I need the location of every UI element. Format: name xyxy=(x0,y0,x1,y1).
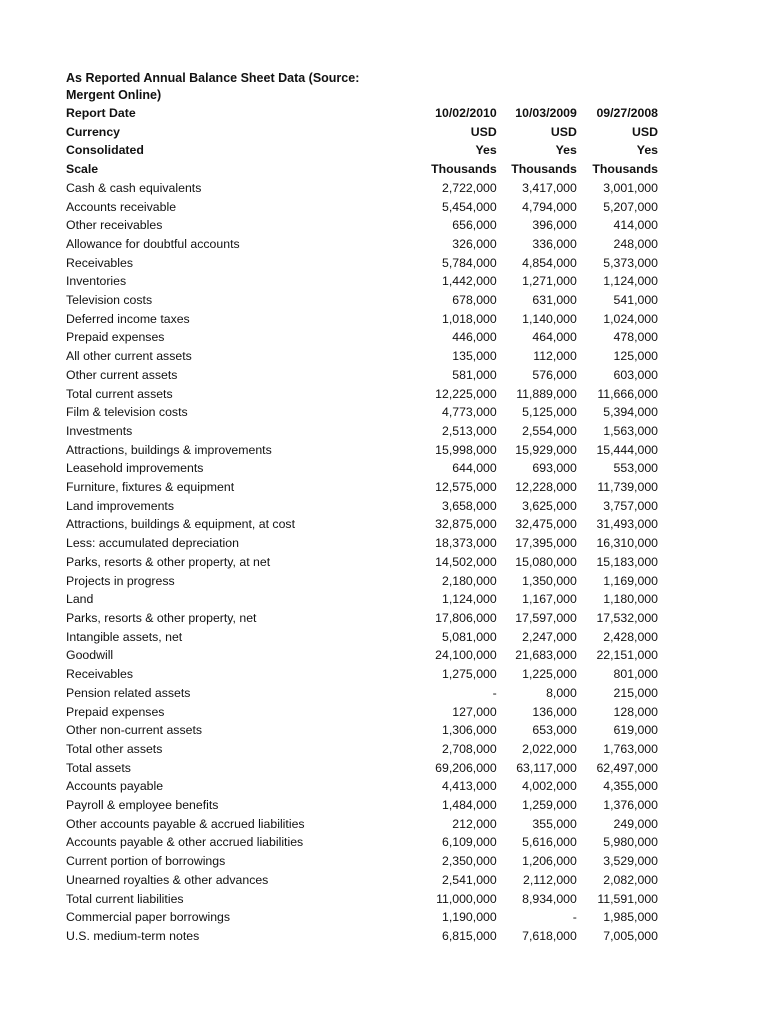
cell-value: 112,000 xyxy=(533,349,577,364)
cell-value: 5,081,000 xyxy=(442,629,497,644)
cell-value: 653,000 xyxy=(532,723,577,738)
row-label: Intangible assets, net xyxy=(66,629,183,644)
table-row xyxy=(66,534,658,553)
cell-value: 2,428,000 xyxy=(603,629,658,644)
table-row xyxy=(66,497,658,516)
table-row xyxy=(66,254,658,273)
cell-value: 631,000 xyxy=(532,293,577,308)
cell-value: Yes xyxy=(555,143,577,158)
table-row xyxy=(66,871,658,890)
table-row xyxy=(66,796,658,815)
cell-value: 3,658,000 xyxy=(442,498,497,513)
cell-value: 3,757,000 xyxy=(603,498,658,513)
row-label: Parks, resorts & other property, net xyxy=(66,610,257,625)
cell-value: 21,683,000 xyxy=(515,648,577,663)
cell-value: 1,124,000 xyxy=(442,592,497,607)
cell-value: 553,000 xyxy=(613,461,658,476)
row-label: Leasehold improvements xyxy=(66,461,204,476)
cell-value: 22,151,000 xyxy=(596,648,658,663)
row-label: Total assets xyxy=(66,760,131,775)
cell-value: 2,554,000 xyxy=(522,423,577,438)
cell-value: 15,080,000 xyxy=(515,554,577,569)
row-label: Other accounts payable & accrued liabilities xyxy=(66,816,305,831)
row-label: Pension related assets xyxy=(66,685,191,700)
row-label: Deferred income taxes xyxy=(66,311,190,326)
row-label: Current portion of borrowings xyxy=(66,854,226,869)
table-row xyxy=(66,646,658,665)
cell-value: 5,125,000 xyxy=(522,405,577,420)
cell-value: 619,000 xyxy=(613,723,658,738)
cell-value: 2,541,000 xyxy=(442,872,497,887)
balance-sheet-table xyxy=(66,104,658,946)
cell-value: 2,247,000 xyxy=(522,629,577,644)
cell-value: 2,082,000 xyxy=(603,872,658,887)
cell-value: 1,275,000 xyxy=(442,667,497,682)
header-row xyxy=(66,123,658,142)
cell-value: 581,000 xyxy=(452,367,497,382)
cell-value: 15,929,000 xyxy=(515,442,577,457)
table-row xyxy=(66,777,658,796)
cell-value: USD xyxy=(470,124,497,139)
row-label: Receivables xyxy=(66,255,133,270)
table-row xyxy=(66,366,658,385)
cell-value: USD xyxy=(632,124,658,139)
cell-value: 10/03/2009 xyxy=(515,106,577,120)
table-row xyxy=(66,815,658,834)
header-row xyxy=(66,104,658,123)
cell-value: 215,000 xyxy=(613,685,658,700)
cell-value: 17,597,000 xyxy=(515,610,577,625)
table-row xyxy=(66,291,658,310)
row-label: Report Date xyxy=(66,106,136,120)
cell-value: 1,484,000 xyxy=(442,798,497,813)
cell-value: 336,000 xyxy=(532,236,577,251)
cell-value: Thousands xyxy=(431,162,497,177)
cell-value: 801,000 xyxy=(613,667,658,682)
row-label: Investments xyxy=(66,423,133,438)
cell-value: 10/02/2010 xyxy=(435,106,497,120)
cell-value: 1,024,000 xyxy=(603,311,658,326)
cell-value: 464,000 xyxy=(532,330,577,345)
header-row xyxy=(66,160,658,179)
cell-value: 2,708,000 xyxy=(442,741,497,756)
row-label: Other current assets xyxy=(66,367,178,382)
table-row xyxy=(66,347,658,366)
cell-value: 693,000 xyxy=(532,461,577,476)
cell-value: 2,722,000 xyxy=(442,180,497,195)
cell-value: 4,413,000 xyxy=(442,779,497,794)
cell-value: 3,625,000 xyxy=(522,498,577,513)
cell-value: 11,889,000 xyxy=(516,386,577,401)
table-row xyxy=(66,385,658,404)
cell-value: 7,005,000 xyxy=(603,928,658,943)
table-row xyxy=(66,890,658,909)
table-row xyxy=(66,572,658,591)
row-label: Television costs xyxy=(66,293,153,308)
row-label: Prepaid expenses xyxy=(66,330,165,345)
cell-value: 17,806,000 xyxy=(435,610,497,625)
row-label: Currency xyxy=(66,124,120,139)
row-label: Total other assets xyxy=(66,741,163,756)
cell-value: 1,985,000 xyxy=(603,910,658,925)
balance-sheet-document xyxy=(66,70,658,946)
cell-value: 11,000,000 xyxy=(436,891,497,906)
cell-value: USD xyxy=(550,124,577,139)
cell-value: 24,100,000 xyxy=(435,648,497,663)
table-row xyxy=(66,609,658,628)
table-row xyxy=(66,852,658,871)
row-label: Total current liabilities xyxy=(66,891,184,906)
cell-value: 2,513,000 xyxy=(442,423,497,438)
row-label: Parks, resorts & other property, at net xyxy=(66,554,271,569)
cell-value: 1,763,000 xyxy=(603,741,658,756)
row-label: Cash & cash equivalents xyxy=(66,180,202,195)
table-row xyxy=(66,740,658,759)
table-row xyxy=(66,590,658,609)
cell-value: 09/27/2008 xyxy=(596,106,658,120)
cell-value: 1,180,000 xyxy=(603,592,658,607)
cell-value: 11,666,000 xyxy=(597,386,658,401)
row-label: Total current assets xyxy=(66,386,173,401)
cell-value: 69,206,000 xyxy=(435,760,497,775)
cell-value: 249,000 xyxy=(613,816,658,831)
header-row xyxy=(66,141,658,160)
table-row xyxy=(66,908,658,927)
cell-value: 1,271,000 xyxy=(522,274,577,289)
cell-value: 1,259,000 xyxy=(522,798,577,813)
table-row xyxy=(66,665,658,684)
cell-value: 656,000 xyxy=(452,218,497,233)
cell-value: Thousands xyxy=(592,162,658,177)
cell-value: 396,000 xyxy=(532,218,577,233)
row-label: U.S. medium-term notes xyxy=(66,928,200,943)
cell-value: 644,000 xyxy=(452,461,497,476)
cell-value: 32,475,000 xyxy=(515,517,577,532)
cell-value: 1,206,000 xyxy=(522,854,577,869)
cell-value: 8,934,000 xyxy=(522,891,577,906)
row-label: Commercial paper borrowings xyxy=(66,910,231,925)
cell-value: Yes xyxy=(475,143,497,158)
cell-value: 1,169,000 xyxy=(603,573,658,588)
cell-value: 1,376,000 xyxy=(603,798,658,813)
table-row xyxy=(66,198,658,217)
cell-value: 11,591,000 xyxy=(597,891,658,906)
cell-value: 128,000 xyxy=(613,704,658,719)
cell-value: 4,854,000 xyxy=(522,255,577,270)
cell-value: 135,000 xyxy=(452,349,497,364)
cell-value: 6,815,000 xyxy=(442,928,497,943)
cell-value: 1,350,000 xyxy=(522,573,577,588)
cell-value: 2,022,000 xyxy=(522,741,577,756)
cell-value: 17,395,000 xyxy=(515,536,577,551)
table-row xyxy=(66,628,658,647)
cell-value: 678,000 xyxy=(452,293,497,308)
table-row xyxy=(66,216,658,235)
table-row xyxy=(66,684,658,703)
cell-value: 32,875,000 xyxy=(435,517,497,532)
cell-value: 576,000 xyxy=(532,367,577,382)
row-label: Less: accumulated depreciation xyxy=(66,536,239,551)
document-title: As Reported Annual Balance Sheet Data (Source: Mergent Online) xyxy=(66,71,360,102)
cell-value: 14,502,000 xyxy=(435,554,497,569)
cell-value: 1,442,000 xyxy=(442,274,497,289)
row-label: Consolidated xyxy=(66,143,144,158)
table-row xyxy=(66,721,658,740)
row-label: Prepaid expenses xyxy=(66,704,165,719)
cell-value: 2,112,000 xyxy=(523,872,577,887)
cell-value: 62,497,000 xyxy=(596,760,658,775)
cell-value: 5,207,000 xyxy=(603,199,658,214)
table-row xyxy=(66,441,658,460)
cell-value: 15,998,000 xyxy=(435,442,497,457)
cell-value: 5,394,000 xyxy=(603,405,658,420)
cell-value: 63,117,000 xyxy=(516,760,577,775)
row-label: Allowance for doubtful accounts xyxy=(66,236,240,251)
cell-value: 603,000 xyxy=(613,367,658,382)
row-label: Receivables xyxy=(66,667,133,682)
cell-value: 11,739,000 xyxy=(597,480,658,495)
cell-value: 127,000 xyxy=(452,704,497,719)
cell-value: 446,000 xyxy=(452,330,497,345)
row-label: Land xyxy=(66,592,94,607)
row-label: Land improvements xyxy=(66,498,174,513)
cell-value: 12,225,000 xyxy=(435,386,497,401)
table-row xyxy=(66,515,658,534)
cell-value: 136,000 xyxy=(532,704,577,719)
table-row xyxy=(66,422,658,441)
table-row xyxy=(66,703,658,722)
row-label: Unearned royalties & other advances xyxy=(66,872,269,887)
table-row xyxy=(66,759,658,778)
cell-value: 5,784,000 xyxy=(442,255,497,270)
row-label: Other non-current assets xyxy=(66,723,203,738)
cell-value: 478,000 xyxy=(613,330,658,345)
cell-value: 1,563,000 xyxy=(603,423,658,438)
row-label: Attractions, buildings & improvements xyxy=(66,442,272,457)
cell-value: 5,980,000 xyxy=(603,835,658,850)
cell-value: 16,310,000 xyxy=(596,536,658,551)
table-row xyxy=(66,833,658,852)
cell-value: 1,306,000 xyxy=(442,723,497,738)
cell-value: 4,773,000 xyxy=(442,405,497,420)
row-label: Scale xyxy=(66,162,99,177)
row-label: Inventories xyxy=(66,274,127,289)
row-label: Other receivables xyxy=(66,218,163,233)
cell-value: 8,000 xyxy=(546,685,577,700)
cell-value: 3,417,000 xyxy=(522,180,577,195)
cell-value: 6,109,000 xyxy=(442,835,497,850)
table-row xyxy=(66,927,658,946)
row-label: Accounts payable & other accrued liabilities xyxy=(66,835,304,850)
table-body xyxy=(66,104,658,946)
row-label: Attractions, buildings & equipment, at cost xyxy=(66,517,295,532)
cell-value: 2,350,000 xyxy=(442,854,497,869)
cell-value: 355,000 xyxy=(532,816,577,831)
cell-value: 15,183,000 xyxy=(596,554,658,569)
cell-value: 31,493,000 xyxy=(596,517,658,532)
cell-value: 7,618,000 xyxy=(522,928,577,943)
cell-value: Yes xyxy=(636,143,658,158)
cell-value: 18,373,000 xyxy=(435,536,497,551)
cell-value: 4,794,000 xyxy=(522,199,577,214)
cell-value: 1,225,000 xyxy=(522,667,577,682)
table-row xyxy=(66,403,658,422)
row-label: Goodwill xyxy=(66,648,114,663)
cell-value: 4,355,000 xyxy=(603,779,658,794)
cell-value: - xyxy=(492,685,497,700)
cell-value: 2,180,000 xyxy=(442,573,497,588)
cell-value: 15,444,000 xyxy=(596,442,658,457)
cell-value: 1,124,000 xyxy=(603,274,658,289)
row-label: Film & television costs xyxy=(66,405,188,420)
row-label: Furniture, fixtures & equipment xyxy=(66,480,235,495)
cell-value: 5,373,000 xyxy=(603,255,658,270)
cell-value: 12,575,000 xyxy=(435,480,497,495)
cell-value: 248,000 xyxy=(613,236,658,251)
cell-value: 326,000 xyxy=(452,236,497,251)
cell-value: 5,454,000 xyxy=(442,199,497,214)
cell-value: 541,000 xyxy=(613,293,658,308)
cell-value: 1,140,000 xyxy=(522,311,577,326)
row-label: Payroll & employee benefits xyxy=(66,798,219,813)
cell-value: Thousands xyxy=(511,162,577,177)
row-label: All other current assets xyxy=(66,349,192,364)
cell-value: 1,190,000 xyxy=(442,910,497,925)
table-row xyxy=(66,310,658,329)
cell-value: 1,018,000 xyxy=(442,311,497,326)
cell-value: 212,000 xyxy=(452,816,497,831)
cell-value: 5,616,000 xyxy=(522,835,577,850)
table-row xyxy=(66,235,658,254)
cell-value: 3,529,000 xyxy=(603,854,658,869)
table-row xyxy=(66,272,658,291)
cell-value: 12,228,000 xyxy=(515,480,577,495)
cell-value: 125,000 xyxy=(613,349,658,364)
cell-value: 1,167,000 xyxy=(522,592,577,607)
row-label: Accounts payable xyxy=(66,779,164,794)
cell-value: - xyxy=(572,910,577,925)
cell-value: 17,532,000 xyxy=(596,610,658,625)
table-row xyxy=(66,179,658,198)
cell-value: 414,000 xyxy=(613,218,658,233)
table-row xyxy=(66,459,658,478)
cell-value: 4,002,000 xyxy=(522,779,577,794)
cell-value: 3,001,000 xyxy=(603,180,658,195)
table-row xyxy=(66,478,658,497)
table-row xyxy=(66,328,658,347)
row-label: Projects in progress xyxy=(66,573,175,588)
row-label: Accounts receivable xyxy=(66,199,177,214)
table-row xyxy=(66,553,658,572)
